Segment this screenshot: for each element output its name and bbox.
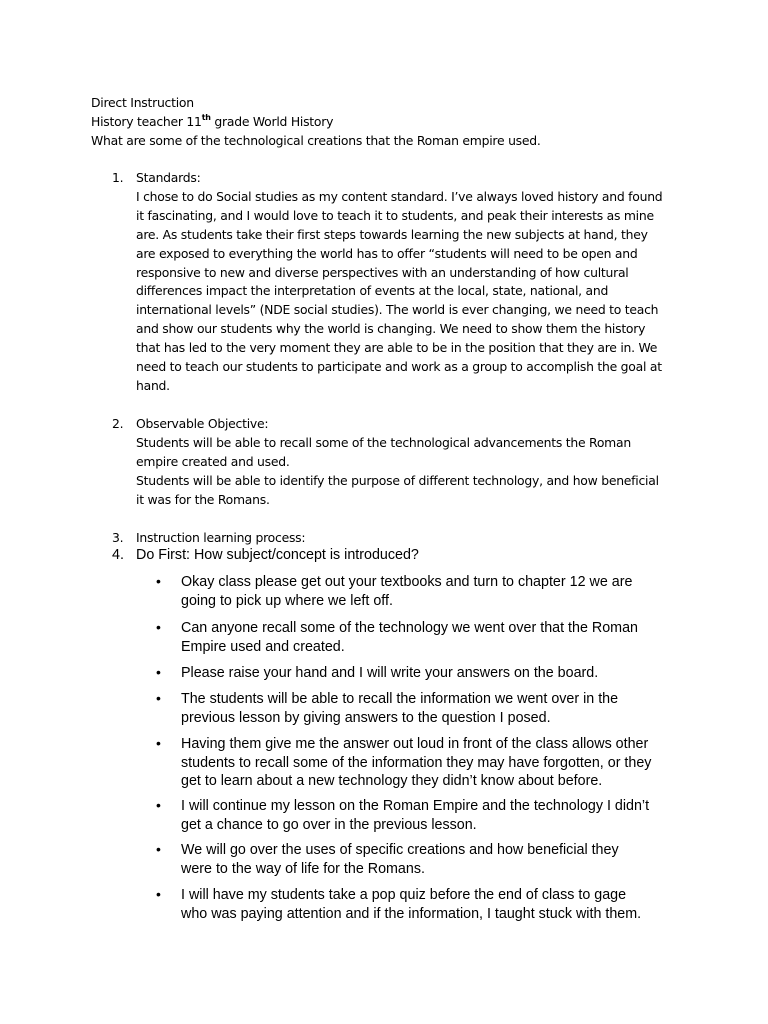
section-number: 2.: [112, 416, 124, 431]
body-line: Students will be able to identify the purpose of different technology, and how beneficial: [136, 472, 659, 488]
list-item: [156, 735, 696, 791]
bullet-line: We will go over the uses of specific creations and how beneficial they: [181, 842, 619, 858]
body-line: hand.: [136, 377, 170, 393]
body-line: it fascinating, and I would love to teach it to students, and peak their interests as mine: [136, 207, 654, 223]
list-item: [156, 573, 696, 610]
body-line: international levels” (NDE social studies). The world is ever changing, we need to teach: [136, 302, 659, 318]
body-line: that has led to the very moment they are able to be in the position that they are in. We: [136, 340, 658, 356]
bullet-line: get to learn about a new technology they didn’t know about before.: [181, 773, 603, 790]
course-prefix: History teacher 11: [91, 114, 202, 129]
bullet-line: who was paying attention and if the information, I taught stuck with them.: [181, 905, 642, 922]
body-line: I chose to do Social studies as my content standard. I’ve always loved history and found: [136, 188, 663, 204]
bullet-line: I will have my students take a pop quiz before the end of class to gage: [181, 887, 627, 903]
list-item: [156, 886, 696, 923]
bullet-line: students to recall some of the information they may have forgotten, or they: [181, 754, 652, 771]
section-number: 4.: [112, 547, 124, 563]
section-heading: Instruction learning process:: [136, 530, 306, 545]
bullet-icon: •: [156, 573, 161, 589]
body-line: are. As students take their first steps towards learning the new subjects at hand, they: [136, 226, 648, 242]
section-standards: [112, 169, 692, 396]
bullet-line: previous lesson by giving answers to the question I posed.: [181, 709, 551, 726]
document-header: [91, 93, 731, 150]
bullet-line: The students will be able to recall the information we went over in the: [181, 691, 619, 707]
section-body: [136, 188, 692, 396]
body-line: and show our students why the world is changing. We need to show them the history: [136, 321, 646, 337]
section-objective: [112, 415, 692, 510]
list-item: [156, 619, 696, 656]
bullet-line: were to the way of life for the Romans.: [181, 860, 425, 877]
course-line: [91, 112, 731, 131]
section-do-first: [112, 546, 712, 565]
bullet-icon: •: [156, 619, 161, 635]
body-line: need to teach our students to participate and work as a group to accomplish the goal at: [136, 359, 662, 375]
bullet-icon: •: [156, 886, 161, 902]
bullet-line: Can anyone recall some of the technology we went over that the Roman: [181, 620, 638, 636]
section-number: 1.: [112, 170, 124, 185]
bullet-line: Empire used and created.: [181, 638, 345, 655]
ordinal-suffix: th: [201, 112, 211, 122]
section-body: [136, 434, 692, 510]
lesson-question: What are some of the technological creations that the Roman empire used.: [91, 133, 541, 148]
bullet-line: Please raise your hand and I will write your answers on the board.: [181, 665, 599, 681]
bullet-line: I will continue my lesson on the Roman Empire and the technology I didn’t: [181, 798, 650, 814]
list-item: [156, 690, 696, 727]
bullet-icon: •: [156, 690, 161, 706]
lesson-type: Direct Instruction: [91, 95, 194, 110]
bullet-icon: •: [156, 664, 161, 680]
bullet-line: Having them give me the answer out loud in front of the class allows other: [181, 736, 649, 752]
bullet-icon: •: [156, 735, 161, 751]
section-heading: Observable Objective:: [136, 416, 269, 431]
section-heading: Standards:: [136, 170, 201, 185]
body-line: differences impact the interpretation of events at the local, state, national, and: [136, 283, 609, 299]
section-number: 3.: [112, 530, 124, 545]
list-item: [156, 841, 696, 878]
body-line: responsive to new and diverse perspectives with an understanding of how cultural: [136, 264, 629, 280]
bullet-line: going to pick up where we left off.: [181, 592, 393, 609]
body-line: are exposed to everything the world has to offer “students will need to be open and: [136, 245, 638, 261]
body-line: it was for the Romans.: [136, 491, 270, 507]
list-item: [156, 664, 696, 683]
list-item: [156, 797, 696, 834]
bullet-line: Okay class please get out your textbooks and turn to chapter 12 we are: [181, 574, 633, 590]
bullet-line: get a chance to go over in the previous lesson.: [181, 816, 477, 833]
bullet-icon: •: [156, 797, 161, 813]
body-line: Students will be able to recall some of the technological advancements the Roman: [136, 434, 631, 450]
section-heading: Do First: How subject/concept is introduced?: [136, 547, 419, 563]
body-line: empire created and used.: [136, 453, 290, 469]
bullet-icon: •: [156, 841, 161, 857]
course-suffix: grade World History: [210, 114, 334, 129]
